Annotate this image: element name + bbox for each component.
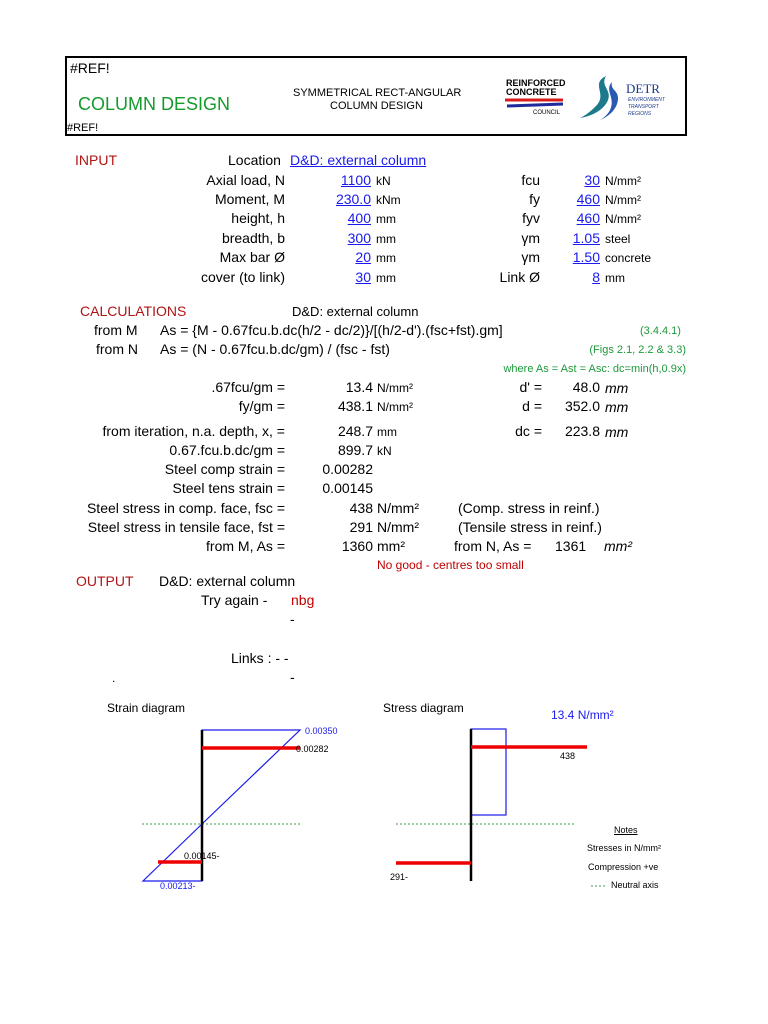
location-label: Location: [228, 152, 281, 168]
calc-unit-fsc: N/mm²: [377, 500, 419, 516]
calculations-heading: CALCULATIONS: [80, 303, 187, 319]
input-label-fyv: fyv: [522, 210, 540, 226]
stress-conc-value: 13.4 N/mm²: [551, 708, 614, 722]
logo-rc-line3: COUNCIL: [533, 110, 561, 116]
from-m-as-value: 1360: [341, 538, 373, 554]
stress-tens-value: 291-: [390, 872, 409, 882]
from-n-as-label: from N, As =: [454, 538, 532, 554]
output-heading: OUTPUT: [76, 573, 134, 589]
from-n-reference: (Figs 2.1, 2.2 & 3.3): [589, 344, 686, 356]
calc-label-comp-strain: Steel comp strain =: [164, 461, 285, 477]
warning-text: No good - centres too small: [377, 558, 524, 572]
calc-unit-fy-gm: N/mm²: [377, 400, 413, 414]
try-again-label: Try again -: [201, 592, 268, 608]
calc-label-fy-gm: fy/gm =: [238, 398, 285, 414]
calc-value-d-prime: 48.0: [572, 379, 600, 395]
input-label-gamma-concrete: γm: [521, 249, 540, 265]
from-n-label: from N: [96, 341, 138, 357]
stress-block: [471, 729, 506, 815]
calc-location: D&D: external column: [292, 304, 419, 319]
input-label-cover: cover (to link): [200, 269, 285, 285]
output-dash-1: -: [290, 611, 295, 627]
input-value-breadth[interactable]: 300: [347, 230, 371, 246]
output-dash-2: -: [290, 669, 295, 685]
location-value[interactable]: D&D: external column: [290, 152, 427, 168]
calc-label-d: d =: [522, 398, 542, 414]
input-label-fcu: fcu: [521, 172, 540, 188]
input-unit-cover: mm: [376, 271, 396, 285]
from-m-label: from M: [94, 322, 138, 338]
input-value-height[interactable]: 400: [347, 210, 371, 226]
calc-value-fcu-gm: 13.4: [345, 379, 373, 395]
input-value-gamma-concrete[interactable]: 1.50: [572, 249, 600, 265]
from-n-formula: As = (N - 0.67fcu.b.dc/gm) / (fsc - fst): [160, 341, 390, 357]
calc-unit-dc: mm: [605, 424, 629, 440]
input-heading: INPUT: [75, 152, 117, 168]
calc-value-fst: 291: [349, 519, 373, 535]
input-value-moment[interactable]: 230.0: [335, 191, 371, 207]
from-m-formula: As = {M - 0.67fcu.b.dc(h/2 - dc/2)}/[(h/2-d').(fsc+fst).gm]: [160, 322, 503, 338]
calc-value-na-depth: 248.7: [337, 423, 373, 439]
calc-value-tens-strain: 0.00145: [322, 480, 373, 496]
input-value-link[interactable]: 8: [592, 269, 600, 285]
logo-rc-line2: CONCRETE: [506, 87, 557, 97]
from-n-as-value: 1361: [555, 538, 587, 554]
calc-unit-d: mm: [605, 399, 629, 415]
calc-unit-na-depth: mm: [377, 425, 397, 439]
stress-comp-value: 438: [560, 751, 576, 761]
input-value-cover[interactable]: 30: [355, 269, 371, 285]
strain-diagram-title: Strain diagram: [107, 701, 186, 715]
from-m-reference: (3.4.4.1): [640, 325, 681, 337]
calc-label-fst: Steel stress in tensile face, fst =: [87, 519, 285, 535]
logo-rc-line1: REINFORCED: [506, 78, 566, 88]
input-unit-height: mm: [376, 212, 396, 226]
calc-label-dc: dc =: [515, 423, 542, 439]
input-label-link: Link Ø: [499, 269, 540, 285]
input-unit-link: mm: [605, 271, 625, 285]
ref-bottom: #REF!: [67, 122, 99, 134]
input-unit-gamma-steel: steel: [605, 232, 631, 246]
output-dot: .: [112, 671, 116, 685]
comp-stress-note: (Comp. stress in reinf.): [458, 500, 600, 516]
input-unit-fcu: N/mm²: [605, 174, 641, 188]
input-unit-fy: N/mm²: [605, 193, 641, 207]
strain-tens-value: 0.00145-: [184, 851, 220, 861]
input-unit-gamma-concrete: concrete: [605, 251, 652, 265]
calc-unit-fcu-gm: N/mm²: [377, 381, 413, 395]
input-unit-moment: kNm: [376, 193, 401, 207]
try-again-value: nbg: [291, 592, 315, 608]
input-value-fyv[interactable]: 460: [576, 210, 600, 226]
subtitle-line1: SYMMETRICAL RECT-ANGULAR: [293, 87, 462, 99]
input-value-max-bar[interactable]: 20: [355, 249, 371, 265]
calc-value-fy-gm: 438.1: [337, 398, 373, 414]
calc-label-d-prime: d' =: [519, 379, 542, 395]
notes-line1: Stresses in N/mm²: [587, 843, 662, 853]
notes-line3: Neutral axis: [611, 880, 659, 890]
output-location: D&D: external column: [159, 573, 296, 589]
calc-unit-conc-force: kN: [377, 444, 392, 458]
input-label-axial: Axial load, N: [206, 172, 285, 188]
calc-label-tens-strain: Steel tens strain =: [172, 480, 285, 496]
input-value-gamma-steel[interactable]: 1.05: [572, 230, 600, 246]
subtitle-line2: COLUMN DESIGN: [330, 100, 423, 112]
logo-detr-line2: TRANSPORT: [628, 104, 659, 110]
from-m-as-unit: mm²: [377, 538, 405, 554]
calc-label-fsc: Steel stress in comp. face, fsc =: [86, 500, 285, 516]
input-label-fy: fy: [529, 191, 540, 207]
calc-value-fsc: 438: [349, 500, 373, 516]
calc-label-fcu-gm: .67fcu/gm =: [211, 379, 285, 395]
calc-value-conc-force: 899.7: [337, 442, 373, 458]
calc-note: where As = Ast = Asc: dc=min(h,0.9x): [503, 363, 686, 375]
calc-label-na-depth: from iteration, n.a. depth, x, =: [102, 423, 285, 439]
tens-stress-note: (Tensile stress in reinf.): [458, 519, 602, 535]
input-value-fcu[interactable]: 30: [584, 172, 600, 188]
logo-detr-line3: REGIONS: [628, 111, 652, 117]
logo-detr-line1: ENVIRONMENT: [628, 97, 665, 103]
notes-title: Notes: [614, 825, 638, 835]
input-unit-breadth: mm: [376, 232, 396, 246]
input-label-max-bar: Max bar Ø: [219, 249, 285, 265]
input-label-moment: Moment, M: [214, 191, 285, 207]
calc-unit-fst: N/mm²: [377, 519, 419, 535]
calc-value-comp-strain: 0.00282: [322, 461, 373, 477]
input-label-height: height, h: [231, 210, 285, 226]
notes-line2: Compression +ve: [588, 862, 659, 872]
calc-unit-d-prime: mm: [605, 380, 629, 396]
strain-top-value: 0.00350: [305, 726, 338, 736]
strain-bottom-value: 0.00213-: [160, 881, 196, 891]
input-unit-axial: kN: [376, 174, 391, 188]
calc-value-d: 352.0: [564, 398, 600, 414]
calc-value-dc: 223.8: [564, 423, 600, 439]
input-label-breadth: breadth, b: [221, 230, 285, 246]
from-m-as-label: from M, As =: [206, 538, 285, 554]
calc-label-conc-force: 0.67.fcu.b.dc/gm =: [169, 442, 285, 458]
from-n-as-unit: mm²: [604, 538, 632, 554]
links-label: Links : - -: [231, 650, 289, 666]
strain-comp-value: 0.00282: [296, 744, 329, 754]
input-value-fy[interactable]: 460: [576, 191, 600, 207]
ref-top: #REF!: [70, 60, 110, 76]
page-title: COLUMN DESIGN: [78, 94, 231, 114]
input-label-gamma-steel: γm: [521, 230, 540, 246]
stress-diagram-title: Stress diagram: [383, 701, 464, 715]
input-unit-max-bar: mm: [376, 251, 396, 265]
input-value-axial[interactable]: 1100: [340, 172, 371, 188]
logo-detr-text: DETR: [626, 81, 660, 96]
input-unit-fyv: N/mm²: [605, 212, 641, 226]
